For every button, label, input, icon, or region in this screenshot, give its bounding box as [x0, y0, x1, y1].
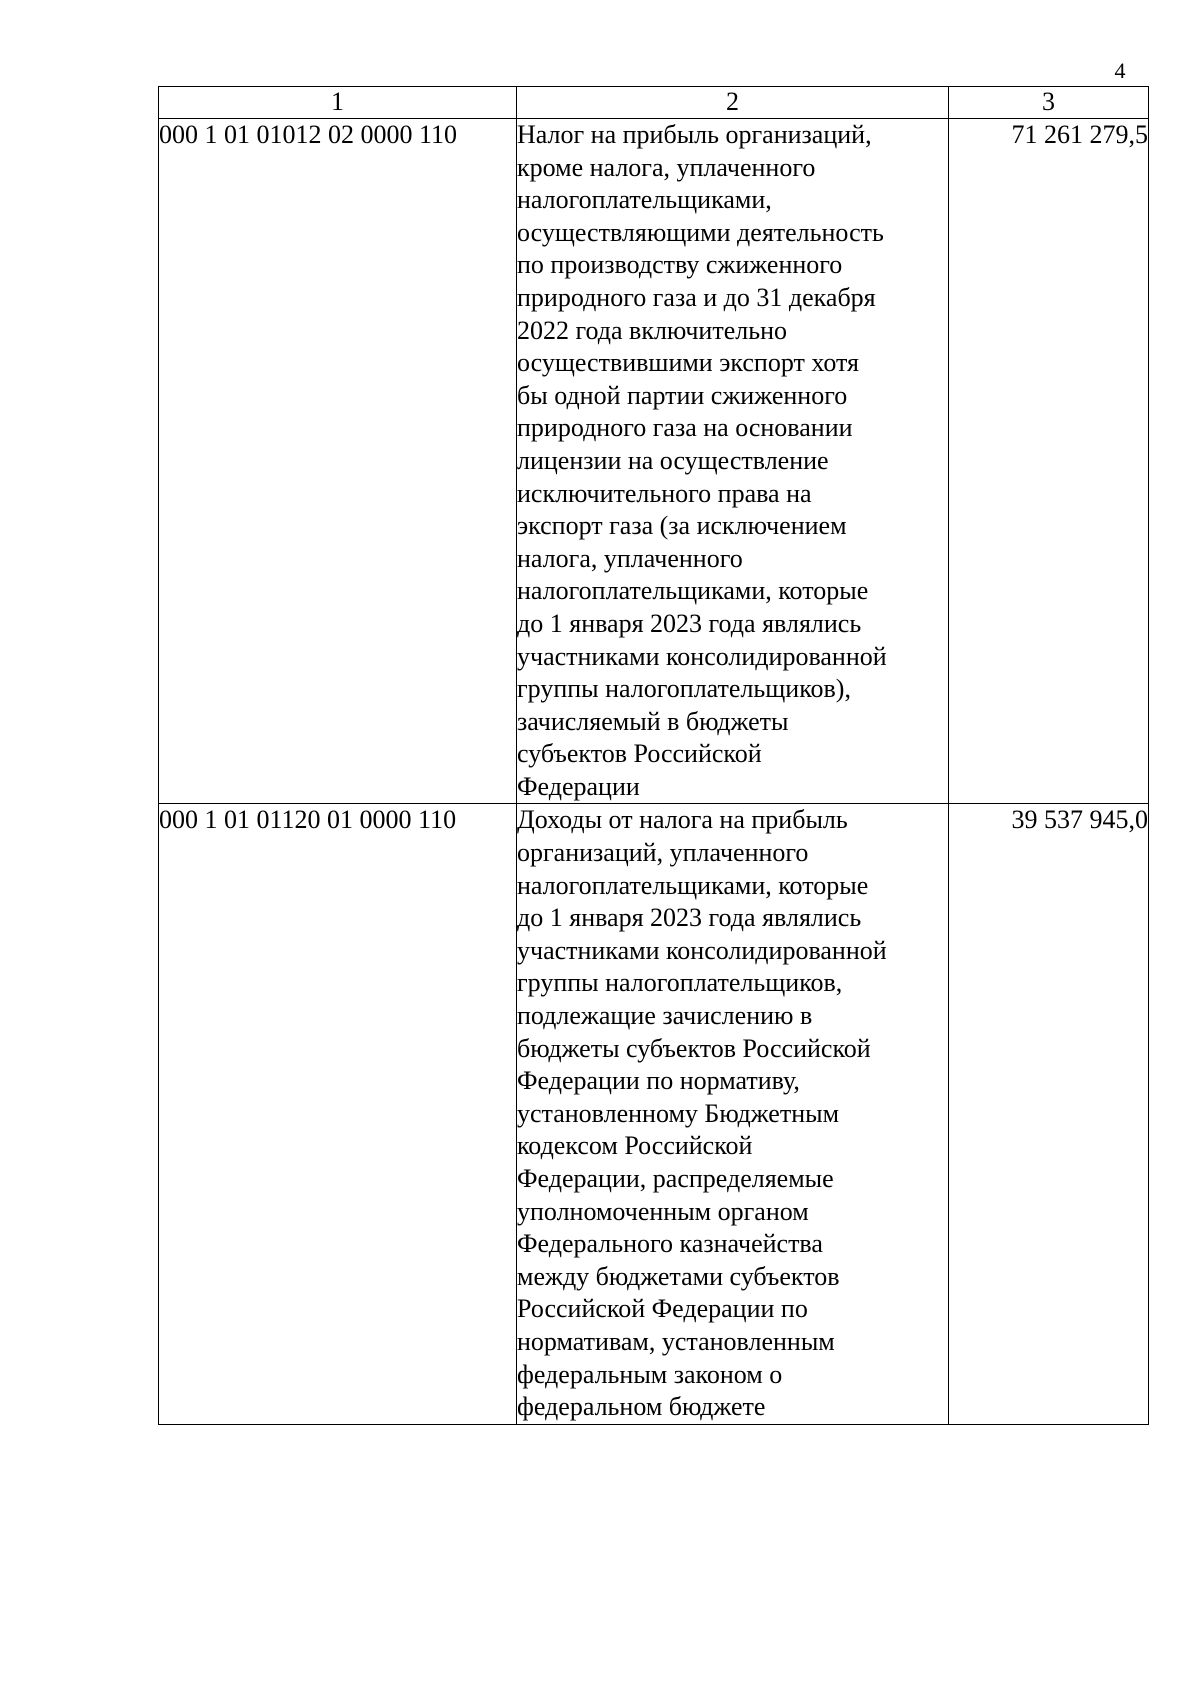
page-number: 4: [1114, 58, 1126, 83]
revenue-name-line: Российской Федерации по: [517, 1294, 808, 1324]
revenue-name-line: установленному Бюджетным: [517, 1098, 840, 1128]
revenue-name-line: федеральным законом о: [517, 1359, 783, 1389]
revenue-name-line: налогоплательщиками, которые: [517, 576, 869, 606]
revenue-name-line: осуществляющими деятельность: [517, 217, 884, 247]
header-column-2: 2: [517, 87, 949, 119]
revenue-name-line: зачисляемый в бюджеты: [517, 706, 789, 736]
header-column-3: 3: [949, 87, 1149, 119]
revenue-name-line: налогоплательщиками, которые: [517, 870, 869, 900]
revenue-name-line: до 1 января 2023 года являлись: [517, 903, 862, 933]
revenue-name-line: налога, уплаченного: [517, 543, 743, 573]
revenue-name-line: 2022 года включительно: [517, 315, 787, 345]
revenue-name-line: по производству сжиженного: [517, 250, 843, 280]
revenue-name-line: группы налогоплательщиков,: [517, 968, 843, 998]
revenue-name-line: исключительного права на: [517, 478, 812, 508]
revenue-name-line: Федерального казначейства: [517, 1229, 823, 1259]
revenue-name-line: между бюджетами субъектов: [517, 1261, 840, 1291]
budget-classification-code: 000 1 01 01120 01 0000 110: [159, 804, 517, 1424]
revenue-name-line: Федерации по нормативу,: [517, 1066, 800, 1096]
revenue-name-line: бы одной партии сжиженного: [517, 380, 848, 410]
table-row: [159, 804, 1149, 1424]
revenue-name-line: подлежащие зачислению в: [517, 1001, 813, 1031]
revenue-name-line: экспорт газа (за исключением: [517, 511, 847, 541]
budget-classification-code: 000 1 01 01012 02 0000 110: [159, 119, 517, 804]
revenue-name-line: природного газа и до 31 декабря: [517, 282, 876, 312]
revenue-name-line: участниками консолидированной: [517, 641, 887, 671]
revenue-name-line: бюджеты субъектов Российской: [517, 1033, 871, 1063]
revenue-name-line: кроме налога, уплаченного: [517, 152, 816, 182]
revenue-name-line: лицензии на осуществление: [517, 445, 829, 475]
revenue-name-line: кодексом Российской: [517, 1131, 753, 1161]
revenue-name-line: налогоплательщиками,: [517, 185, 772, 215]
header-column-1: 1: [159, 87, 517, 119]
revenue-name: [517, 804, 949, 1424]
revenue-name-line: до 1 января 2023 года являлись: [517, 608, 862, 638]
revenue-name-line: уполномоченным органом: [517, 1196, 809, 1226]
revenue-amount: 71 261 279,5: [949, 119, 1149, 804]
revenue-name-line: Федерации, распределяемые: [517, 1164, 834, 1193]
revenue-name-line: участниками консолидированной: [517, 935, 887, 965]
revenue-name-line: Федерации: [517, 771, 640, 801]
revenue-name-line: субъектов Российской: [517, 739, 762, 769]
revenue-name-line: осуществившими экспорт хотя: [517, 348, 859, 378]
table-row: [159, 119, 1149, 804]
revenue-name-line: Налог на прибыль организаций,: [517, 120, 872, 149]
table-header-row: [159, 87, 1149, 119]
revenue-name-line: группы налогоплательщиков),: [517, 674, 851, 704]
revenue-name: [517, 119, 949, 804]
revenue-name-line: Доходы от налога на прибыль: [517, 805, 848, 835]
revenue-name-line: природного газа на основании: [517, 413, 853, 443]
budget-revenue-table: [158, 86, 1149, 1425]
revenue-name-line: организаций, уплаченного: [517, 838, 809, 868]
revenue-amount: 39 537 945,0: [949, 804, 1149, 1424]
revenue-name-line: федеральном бюджете: [517, 1392, 766, 1422]
revenue-name-line: нормативам, установленным: [517, 1326, 835, 1356]
